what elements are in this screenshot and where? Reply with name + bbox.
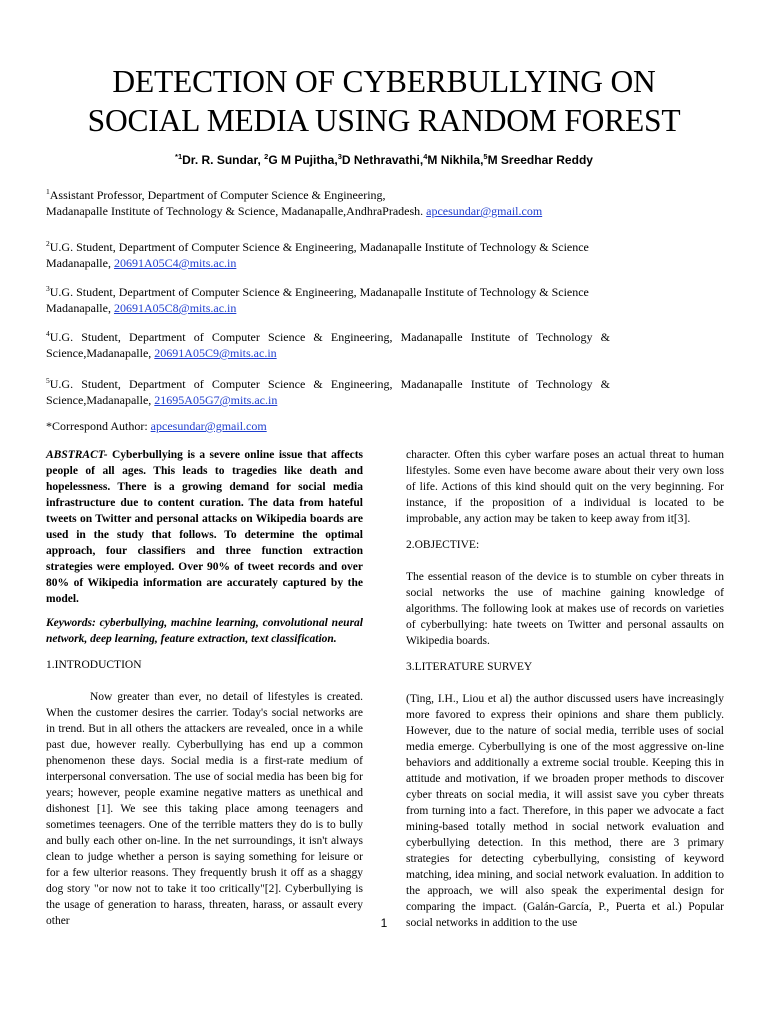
author-list <box>0 152 768 167</box>
introduction-continued: character. Often this cyber warfare poses an actual threat to human lifestyles. Some even have become aware about their very own loss of life. Actions of this kind should quit on the very beginning. For instance, if the proposition of a individual is located to be improbable, any action may be taken to keep away from it[3]. <box>406 449 724 525</box>
author-sup: 3 <box>337 152 342 161</box>
affiliation-sup: 1 <box>46 187 50 196</box>
email-link[interactable]: apcesundar@gmail.com <box>150 419 267 433</box>
email-link[interactable]: 21695A05G7@mits.ac.in <box>154 393 278 407</box>
author-name: M Sreedhar Reddy <box>487 153 593 167</box>
left-column <box>46 447 363 929</box>
affiliation-1 <box>46 184 612 219</box>
author-name: G M Pujitha, <box>268 153 338 167</box>
objective-body: The essential reason of the device is to stumble on cyber threats in social networks the use of machine gaining knowledge of algorithms. The following look at makes use of records on varieties of cyberbullying: hate tweets on Twitter and personal assaults on Wikipedia boards. <box>406 571 724 647</box>
right-column <box>406 447 724 931</box>
section-heading-objective: 2.OBJECTIVE: <box>406 539 480 551</box>
email-link[interactable]: 20691A05C9@mits.ac.in <box>154 346 277 360</box>
literature-body: (Ting, I.H., Liou et al) the author discussed users have increasingly more favored to express their opinions and share them publicly. However, due to the nature of social media, terrible uses of social media emerge. Cyberbullying is one of the most aggressive on-line behaviors and additionally a extreme social trouble. Keeping this in attitude and motivation, if we broaden proper methods to discover cyber threats on social media, it will assist save you cyber threats from turning into a fact. Therefore, in this paper we advocate a fact mining-based totally method in social network evaluation and cyberbullying detection. In this method, there are 3 primary strategies for detecting cyberbullying, consisting of keyword matching, idea mining, and social network evaluation. In addition to the approach, we will also speak the experimental design for comparing the impact. (Galán-García, P., Puerta et al.) Popular social networks in addition to the use <box>406 693 724 929</box>
author-sup: *1 <box>175 152 183 161</box>
affiliation-text: Science,Madanapalle, <box>46 393 155 407</box>
email-link[interactable]: 20691A05C8@mits.ac.in <box>113 301 237 315</box>
title-line-1: DETECTION OF CYBERBULLYING ON <box>112 64 656 99</box>
affiliation-text: Assistant Professor, Department of Computer Science & Engineering, <box>49 188 386 202</box>
affiliation-text: U.G. Student, Department of Computer Science & Engineering, Madanapalle Institute of Technology & <box>49 330 610 344</box>
affiliation-3 <box>46 281 612 316</box>
corresponding-label: *Correspond Author: <box>46 419 151 433</box>
author-sup: 2 <box>264 152 269 161</box>
author-sup: 5 <box>483 152 488 161</box>
affiliation-5 <box>46 373 610 408</box>
affiliation-4 <box>46 326 610 361</box>
email-link[interactable]: apcesundar@gmail.com <box>426 204 543 218</box>
introduction-body: Now greater than ever, no detail of lifestyles is created. When the customer desires the carrier. Today's social networks are in trend. But in all others the attackers are revealed, once in a while past due, however really. Cyberbullying has end up a common phenomenon these days. Social media is a first-rate medium of interpersonal conversation. The use of social media has been big for years; however, people examine negative matters as unethical and dishonest [1]. We see this taking place among teenagers and sometimes teenagers. One of the terrible matters they do is to bully and bully each other on-line. In the net surroundings, it isn't always clean to judge whether a person is saying something for leisure or for a few ulterior reasons. They frequently brush it off as a shaggy dog story "or now not to take it too critically"[2]. Cyberbullying is the usage of generation to harass, threaten, harass, or assault every other <box>46 691 363 927</box>
affiliation-sup: 3 <box>46 284 50 293</box>
section-heading-literature: 3.LITERATURE SURVEY <box>406 661 533 673</box>
affiliation-text: U.G. Student, Department of Computer Science & Engineering, Madanapalle Institute of Technology & Science <box>49 240 589 254</box>
author-name: D Nethravathi, <box>341 153 424 167</box>
section-heading-introduction: 1.INTRODUCTION <box>46 659 142 671</box>
author-sup: 4 <box>423 152 428 161</box>
paper-title <box>0 62 768 140</box>
abstract <box>46 447 363 607</box>
affiliation-sup: 4 <box>46 329 50 338</box>
affiliation-sup: 5 <box>46 376 50 385</box>
affiliation-2 <box>46 236 612 271</box>
affiliation-text: Madanapalle, <box>46 301 114 315</box>
abstract-lead: ABSTRACT- <box>46 449 108 461</box>
page-number: 1 <box>380 916 388 930</box>
affiliation-text: Madanapalle, <box>46 256 114 270</box>
email-link[interactable]: 20691A05C4@mits.ac.in <box>113 256 237 270</box>
affiliation-text: Madanapalle Institute of Technology & Science, Madanapalle,AndhraPradesh. <box>46 204 427 218</box>
author-name: M Nikhila, <box>427 153 484 167</box>
author-name: Dr. R. Sundar, <box>182 153 265 167</box>
affiliation-sup: 2 <box>46 239 50 248</box>
affiliation-text: U.G. Student, Department of Computer Science & Engineering, Madanapalle Institute of Technology & <box>49 377 610 391</box>
corresponding-author <box>46 418 612 434</box>
keywords: Keywords: cyberbullying, machine learning, convolutional neural network, deep learning, feature extraction, text classification. <box>46 617 363 645</box>
affiliation-text: U.G. Student, Department of Computer Science & Engineering, Madanapalle Institute of Technology & Science <box>49 285 589 299</box>
title-line-2: SOCIAL MEDIA USING RANDOM FOREST <box>87 103 681 138</box>
affiliation-text: Science,Madanapalle, <box>46 346 155 360</box>
abstract-text: Cyberbullying is a severe online issue that affects people of all ages. This leads to tragedies like death and hopelessness. There is a growing demand for social media infrastructure due to content curation. The data from hateful tweets on Twitter and personal attacks on Wikipedia boards are used in the study that follows. To determine the optimal approach, four classifiers and three function extraction strategies were employed. Over 90% of tweet records and over 80% of Wikipedia information are accurately captured by the model. <box>46 449 363 605</box>
